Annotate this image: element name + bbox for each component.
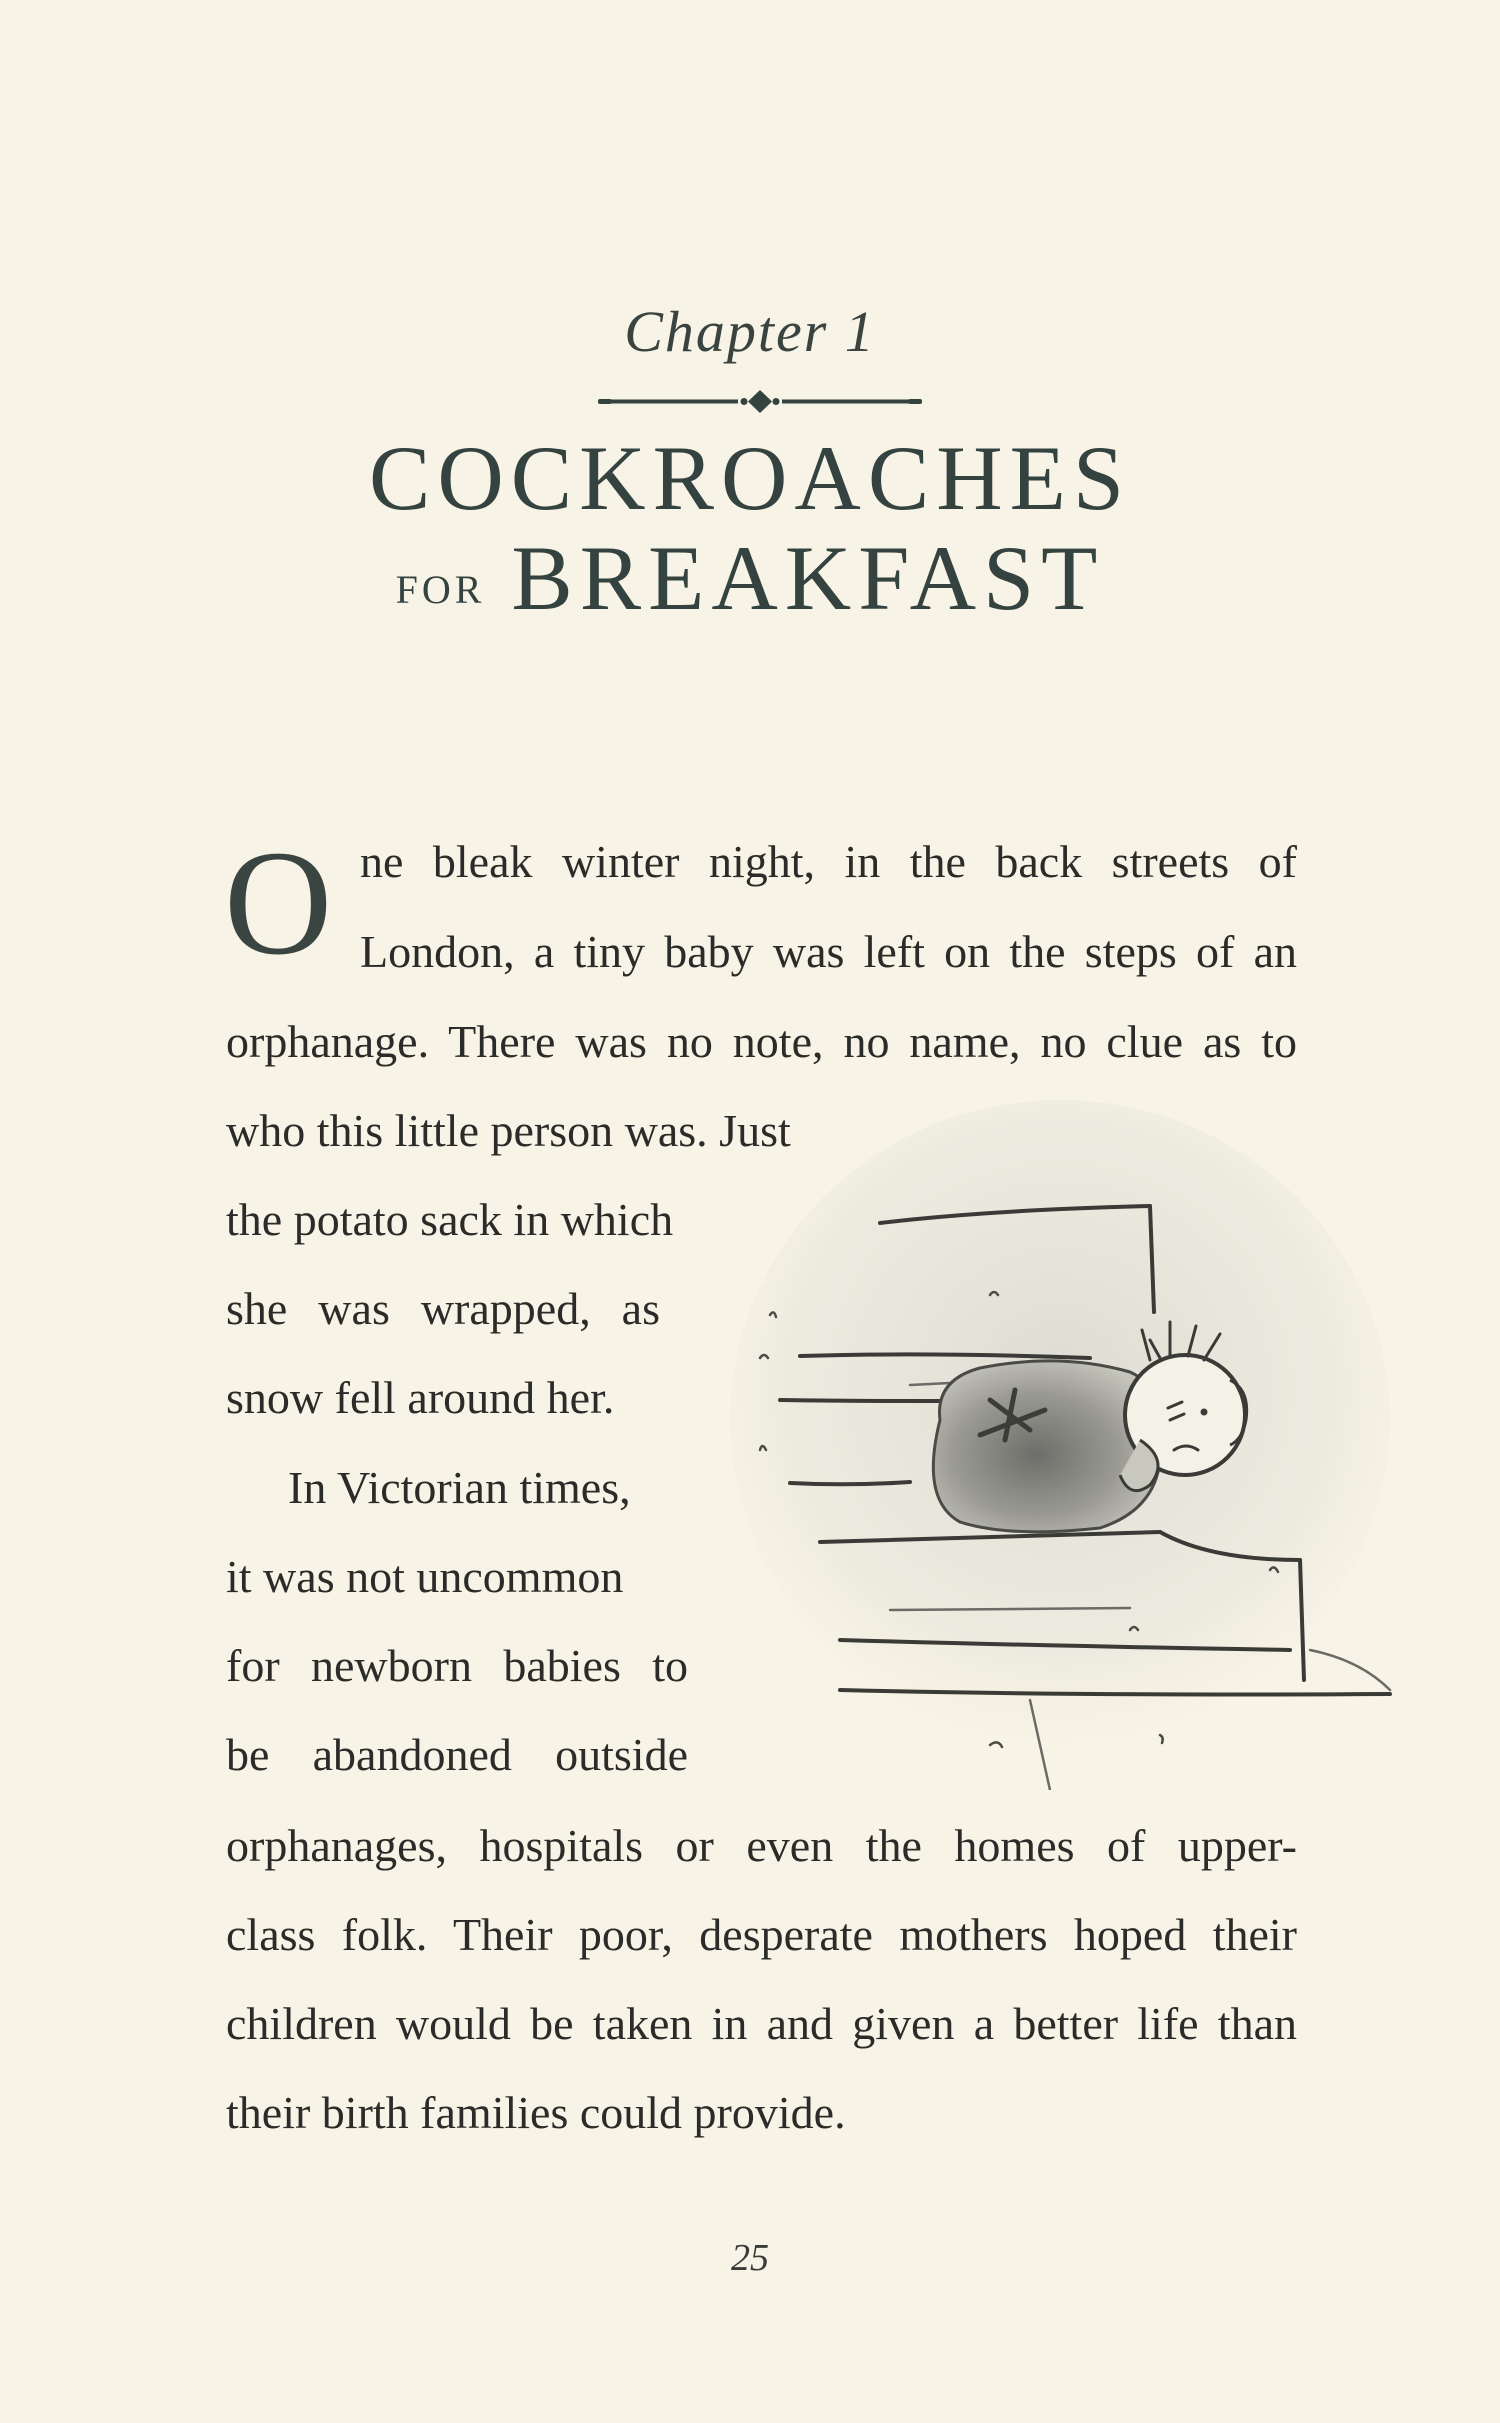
body-line: snow fell around her. [226,1372,615,1423]
chapter-title-line1: COCKROACHES [368,427,1131,529]
chapter-title-small: FOR [395,567,486,612]
chapter-title-big: BREAKFAST [511,527,1105,629]
body-line: In Victorian times, [288,1462,631,1513]
body-line: class folk. Their poor, desperate mothers hoped their [226,1909,1297,1960]
body-line: ne bleak winter night, in the back streets of [360,836,1297,887]
chapter-label: Chapter 1 [624,299,876,364]
body-line: orphanages, hospitals or even the homes of upper- [226,1820,1297,1871]
body-line: the potato sack in which [226,1194,674,1245]
body-line: London, a tiny baby was left on the steps of an [360,926,1297,977]
body-line: she was wrapped, as [226,1283,660,1334]
body-line: orphanage. There was no note, no name, no clue as to [226,1016,1297,1067]
body-line: children would be taken in and given a better life than [226,1998,1297,2049]
chapter-title-line2 [0,527,1500,629]
body-line: their birth families could provide. [226,2087,846,2138]
body-line: it was not uncommon [226,1551,624,1602]
drop-cap: O [224,820,333,986]
body-line: for newborn babies to [226,1640,688,1691]
baby-in-sack-on-steps-illustration-icon [730,1090,1400,1790]
page-number: 25 [731,2237,769,2279]
body-line: be abandoned outside [226,1729,688,1780]
body-line: who this little person was. Just [226,1105,791,1156]
chapter-divider-ornament-icon [598,388,922,414]
